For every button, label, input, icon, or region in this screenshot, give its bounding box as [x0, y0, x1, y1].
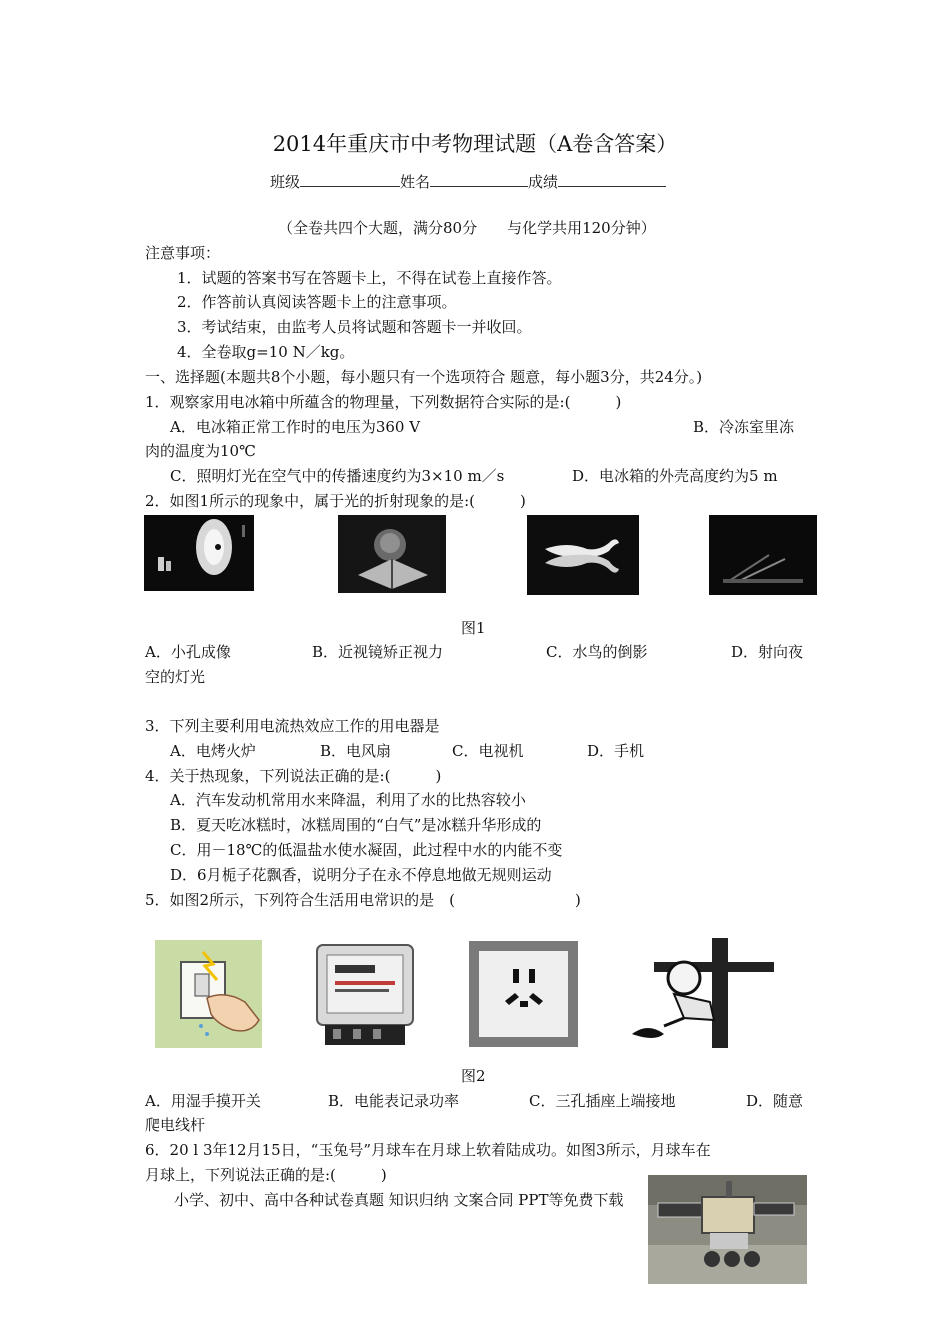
q4-option-a: A．汽车发动机常用水来降温，利用了水的比热容较小	[170, 791, 526, 809]
night-light-image-photo	[709, 515, 817, 595]
q5-option-a: A．用湿手摸开关	[145, 1092, 261, 1110]
score-label: 成绩	[528, 173, 559, 191]
question-3-stem: 3．下列主要利用电流热效应工作的用电器是	[145, 717, 440, 735]
name-blank	[430, 170, 528, 187]
lunar-rover-image	[648, 1175, 807, 1284]
student-info-line	[270, 170, 666, 192]
pinhole-image-photo	[144, 515, 254, 591]
three-hole-socket-image	[469, 941, 578, 1047]
climbing-pole-image	[624, 938, 774, 1048]
q4-option-c: C．用－18℃的低温盐水使水凝固，此过程中水的内能不变	[170, 841, 563, 859]
section-heading: 一、选择题(本题共8个小题，每小题只有一个选项符合 题意，每小题3分，共24分。)	[145, 368, 703, 386]
energy-meter-image	[311, 941, 419, 1049]
q3-option-c: C．电视机	[452, 742, 524, 760]
notes-heading: 注意事项：	[145, 244, 221, 262]
question-6-stem: 6．20 l 3年12月15日，“玉兔号”月球车在月球上软着陆成功。如图3所示，月球车在	[145, 1141, 711, 1159]
pinhole-image-icon	[144, 515, 254, 591]
q1-option-b: B．冷冻室里冻	[693, 418, 795, 436]
night-light-beam-icon	[709, 515, 817, 595]
question-2-stem: 2．如图1所示的现象中，属于光的折射现象的是:( )	[145, 492, 526, 510]
footer-ad-text: 小学、初中、高中各种试卷真题 知识归纳 文案合同 PPT等免费下载	[174, 1191, 624, 1209]
question-4-stem: 4．关于热现象，下列说法正确的是:( )	[145, 767, 442, 785]
q1-option-b-cont: 肉的温度为10℃	[145, 442, 256, 460]
note-item: 4．全卷取g=10 N／kg。	[177, 343, 355, 361]
q3-option-d: D．手机	[587, 742, 645, 760]
q5-option-d: D．随意	[746, 1092, 804, 1110]
note-item: 1．试题的答案书写在答题卡上，不得在试卷上直接作答。	[177, 269, 562, 287]
q5-option-c: C．三孔插座上端接地	[529, 1092, 676, 1110]
glasses-image-icon	[338, 515, 446, 593]
exam-intro: （全卷共四个大题，满分80分 与化学共用120分钟）	[278, 219, 656, 237]
q2-option-b: B．近视镜矫正视力	[312, 643, 444, 661]
q3-option-b: B．电风扇	[320, 742, 392, 760]
q3-option-a: A．电烤火炉	[170, 742, 256, 760]
q2-option-d-cont: 空的灯光	[145, 668, 206, 686]
q5-option-b: B．电能表记录功率	[328, 1092, 460, 1110]
water-bird-reflection-icon	[527, 515, 639, 595]
glasses-image-photo	[338, 515, 446, 593]
figure-2-caption: 图2	[461, 1067, 486, 1085]
wet-hand-switch-icon	[155, 940, 262, 1048]
class-label: 班级	[270, 173, 301, 191]
lunar-rover-icon	[648, 1175, 807, 1284]
score-blank	[558, 170, 666, 187]
question-1-stem: 1．观察家用电冰箱中所蕴含的物理量，下列数据符合实际的是:( )	[145, 393, 622, 411]
climbing-pole-icon	[624, 938, 774, 1048]
water-bird-image-photo	[527, 515, 639, 595]
wet-hand-switch-image	[155, 940, 262, 1048]
q4-option-d: D．6月栀子花飘香，说明分子在永不停息地做无规则运动	[170, 866, 552, 884]
figure-1-caption: 图1	[461, 619, 486, 637]
q1-option-d: D．电冰箱的外壳高度约为5 m	[572, 467, 778, 485]
three-hole-socket-icon	[469, 941, 578, 1047]
question-5-stem: 5．如图2所示，下列符合生活用电常识的是 ( )	[145, 891, 581, 909]
q2-option-d: D．射向夜	[731, 643, 804, 661]
energy-meter-icon	[311, 941, 419, 1049]
question-6-stem-cont: 月球上，下列说法正确的是:( )	[145, 1166, 387, 1184]
q2-option-a: A．小孔成像	[145, 643, 231, 661]
q4-option-b: B．夏天吃冰糕时，冰糕周围的“白气”是冰糕升华形成的	[170, 816, 542, 834]
name-label: 姓名	[400, 173, 431, 191]
q5-option-d-cont: 爬电线杆	[145, 1116, 206, 1134]
class-blank	[300, 170, 400, 187]
q2-option-c: C．水鸟的倒影	[546, 643, 648, 661]
q1-option-c: C．照明灯光在空气中的传播速度约为3×10 m／s	[170, 467, 505, 485]
note-item: 2．作答前认真阅读答题卡上的注意事项。	[177, 293, 457, 311]
q1-option-a: A．电冰箱正常工作时的电压为360 V	[170, 418, 421, 436]
note-item: 3．考试结束，由监考人员将试题和答题卡一并收回。	[177, 318, 532, 336]
exam-title: 2014年重庆市中考物理试题（A卷含答案）	[272, 132, 678, 156]
